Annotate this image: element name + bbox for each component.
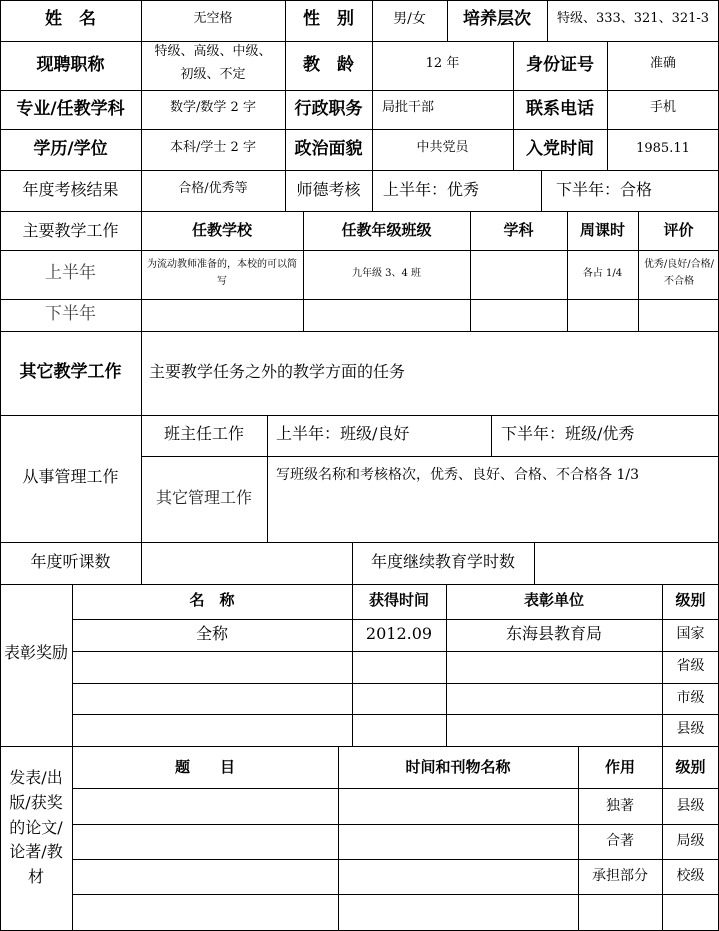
teaching-first-half-label: 上半年 — [45, 263, 96, 283]
level-value[interactable]: 特级、333、321、321-3 — [556, 11, 710, 26]
grid-line-horizontal — [72, 683, 719, 684]
award-row-3-level: 市级 — [676, 690, 705, 706]
grid-line-vertical — [267, 415, 268, 543]
award-row-1-level: 国家 — [676, 626, 705, 642]
grid-line-horizontal — [0, 542, 719, 543]
teaching-years-value[interactable]: 12 年 — [425, 56, 460, 71]
teaching-header-subject: 学科 — [503, 221, 534, 239]
paper-row-2-role: 合著 — [606, 833, 634, 849]
name-label: 姓 名 — [45, 9, 96, 29]
title-value-line2[interactable]: 初级、不定 — [180, 67, 246, 82]
title-value-line1[interactable]: 特级、高级、中级、 — [154, 44, 272, 59]
grid-line-vertical — [534, 542, 535, 585]
grid-line-horizontal — [0, 41, 719, 42]
papers-header-level: 级别 — [675, 758, 706, 776]
grid-line-vertical — [541, 170, 542, 212]
subject-label: 专业/任教学科 — [16, 99, 125, 119]
grid-line-horizontal — [72, 894, 719, 895]
teaching-first-half-eval[interactable]: 优秀/良好/合格/不合格 — [643, 259, 715, 287]
subject-value[interactable]: 数学/数学 2 字 — [170, 100, 256, 115]
other-management-label: 其它管理工作 — [155, 488, 252, 507]
awards-section-label: 表彰奖励 — [3, 643, 68, 662]
grid-line-horizontal — [0, 0, 719, 1]
assessment-value[interactable]: 合格/优秀等 — [178, 181, 248, 196]
award-row-4-level: 县级 — [676, 721, 705, 737]
teaching-first-half-school[interactable]: 为流动教师准备的，本校的可以简写 — [147, 259, 297, 287]
other-management-value[interactable]: 写班级名称和考核格次，优秀、良好、合格、不合格各 1/3 — [276, 467, 639, 483]
gender-value[interactable]: 男/女 — [393, 11, 426, 27]
title-label: 现聘职称 — [36, 55, 105, 75]
ethics-second-half[interactable]: 下半年：合格 — [556, 180, 653, 199]
grid-line-horizontal — [0, 211, 719, 212]
party-date-label: 入党时间 — [526, 139, 594, 159]
grid-line-horizontal — [141, 456, 719, 457]
paper-row-1-role: 独著 — [606, 798, 634, 814]
grid-line-horizontal — [0, 90, 719, 91]
awards-header-level: 级别 — [675, 591, 706, 609]
phone-value[interactable]: 手机 — [649, 100, 676, 115]
political-value[interactable]: 中共党员 — [416, 140, 469, 155]
edu-value[interactable]: 本科/学士 2 字 — [170, 140, 256, 155]
award-row-1-time[interactable]: 2012.09 — [365, 624, 433, 643]
grid-line-horizontal — [0, 129, 719, 130]
grid-line-horizontal — [72, 619, 719, 620]
grid-line-horizontal — [72, 714, 719, 715]
phone-label: 联系电话 — [526, 99, 594, 119]
ethics-label: 师德考核 — [296, 180, 361, 199]
grid-line-vertical — [372, 0, 373, 212]
awards-header-time: 获得时间 — [368, 591, 429, 609]
admin-value[interactable]: 局批干部 — [382, 100, 435, 115]
grid-line-horizontal — [0, 415, 719, 416]
papers-section-label: 发表/出版/获奖的论文/论著/教材 — [9, 768, 63, 887]
education-hours-label: 年度继续教育学时数 — [370, 552, 515, 571]
admin-label: 行政职务 — [294, 99, 363, 119]
management-section-label: 从事管理工作 — [22, 467, 119, 486]
teaching-first-half-hours[interactable]: 各占 1/4 — [582, 268, 623, 279]
edu-label: 学历/学位 — [33, 139, 108, 159]
grid-line-horizontal — [0, 299, 719, 300]
other-teaching-label: 其它教学工作 — [19, 362, 122, 382]
grid-line-horizontal — [72, 788, 719, 789]
award-row-2-level: 省级 — [676, 658, 705, 674]
grid-line-horizontal — [72, 651, 719, 652]
assessment-label: 年度考核结果 — [22, 180, 119, 199]
id-label: 身份证号 — [526, 55, 594, 75]
paper-row-3-level: 校级 — [676, 868, 705, 884]
grid-line-horizontal — [72, 824, 719, 825]
teaching-first-half-grade[interactable]: 九年级 3、4 班 — [351, 268, 422, 279]
papers-header-title: 题 目 — [174, 758, 235, 776]
awards-header-name: 名 称 — [189, 591, 235, 609]
party-date-value[interactable]: 1985.11 — [636, 141, 690, 156]
head-teacher-label: 班主任工作 — [163, 424, 244, 443]
other-teaching-value[interactable]: 主要教学任务之外的教学方面的任务 — [149, 362, 406, 381]
paper-row-3-role: 承担部分 — [592, 868, 648, 884]
teaching-header-school: 任教学校 — [191, 221, 252, 239]
head-teacher-second-half[interactable]: 下半年：班级/优秀 — [501, 424, 635, 443]
id-value[interactable]: 准确 — [649, 56, 676, 71]
grid-line-horizontal — [0, 170, 719, 171]
award-row-1-name[interactable]: 全称 — [195, 624, 228, 643]
grid-line-horizontal — [72, 859, 719, 860]
name-value[interactable]: 无空格 — [193, 11, 233, 26]
paper-row-2-level: 局级 — [676, 833, 705, 849]
grid-line-horizontal — [0, 584, 719, 585]
grid-line-vertical — [491, 415, 492, 457]
papers-header-role: 作用 — [604, 758, 635, 776]
grid-line-horizontal — [0, 746, 719, 747]
papers-header-source: 时间和刊物名称 — [405, 758, 511, 776]
teaching-years-label: 教 龄 — [303, 55, 354, 75]
head-teacher-first-half[interactable]: 上半年：班级/良好 — [276, 424, 410, 443]
award-row-1-unit[interactable]: 东海县教育局 — [505, 624, 602, 643]
teaching-second-half-label: 下半年 — [45, 304, 96, 324]
paper-row-1-level: 县级 — [676, 798, 705, 814]
awards-header-unit: 表彰单位 — [523, 591, 584, 609]
grid-line-horizontal — [0, 250, 719, 251]
grid-line-vertical — [352, 542, 353, 747]
teaching-header-hours: 周课时 — [579, 221, 625, 239]
lectures-label: 年度听课数 — [30, 552, 111, 571]
ethics-first-half[interactable]: 上半年：优秀 — [383, 180, 480, 199]
teaching-section-label: 主要教学工作 — [22, 221, 119, 240]
grid-line-horizontal — [0, 331, 719, 332]
level-label: 培养层次 — [463, 9, 531, 29]
gender-label: 性 别 — [303, 9, 354, 29]
political-label: 政治面貌 — [294, 139, 363, 159]
teaching-header-eval: 评价 — [663, 221, 694, 239]
teaching-header-grade: 任教年级班级 — [341, 221, 432, 239]
